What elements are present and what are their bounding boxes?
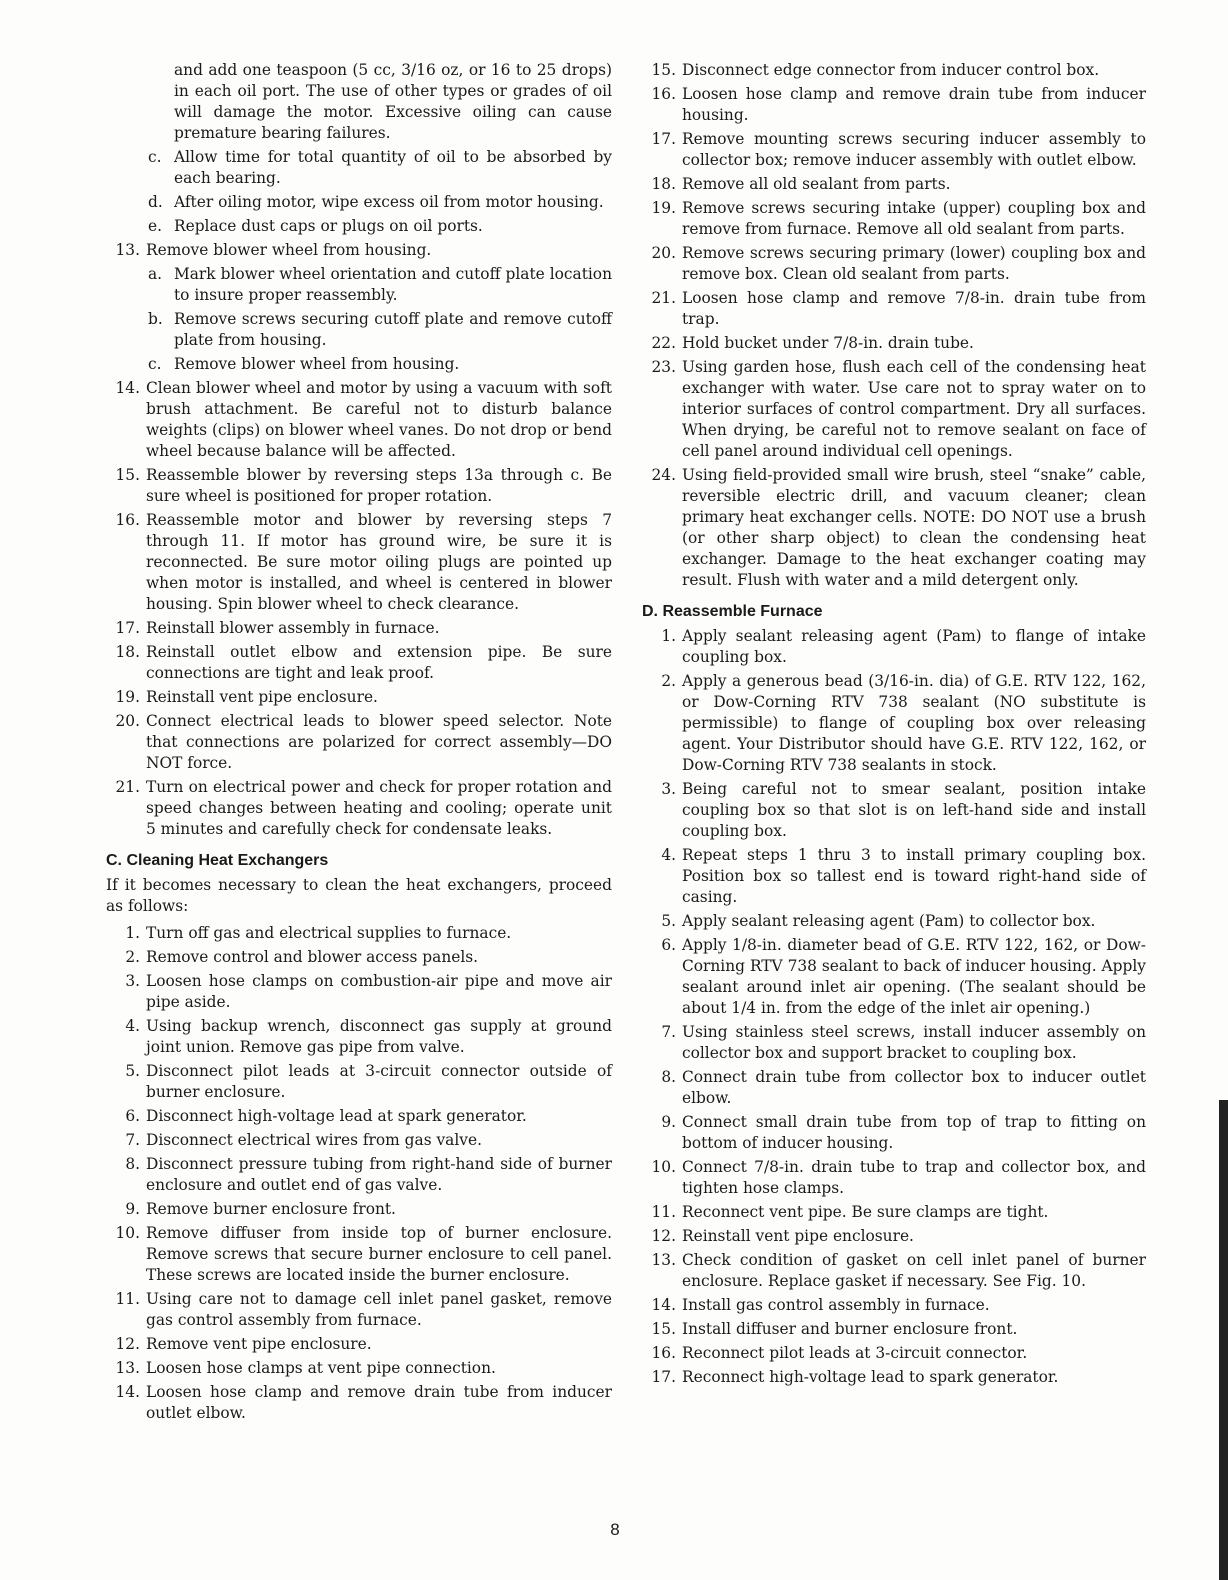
step-text: Remove vent pipe enclosure. bbox=[146, 1335, 372, 1353]
step-text: Reinstall vent pipe enclosure. bbox=[146, 688, 378, 706]
step-number: 1. bbox=[661, 627, 676, 645]
list-item bbox=[642, 1202, 1146, 1223]
step-text: Reinstall blower assembly in furnace. bbox=[146, 619, 440, 637]
step-number: e. bbox=[148, 217, 163, 235]
step-number: 18. bbox=[115, 643, 140, 661]
step-number: 6. bbox=[661, 936, 676, 954]
step-text: Using field-provided small wire brush, steel “snake” cable, reversible electric drill, and vacuum cleaner; clean primary heat exchanger cells. NOTE: DO NOT use a brush (or other sharp object) to clean the condensing heat exchanger. Damage to the heat exchanger coating may result. Flush with water and a mild detergent only. bbox=[682, 466, 1146, 589]
step-text: Remove control and blower access panels. bbox=[146, 948, 479, 966]
list-item bbox=[642, 1367, 1146, 1388]
list-item bbox=[106, 618, 612, 639]
section-c-intro: If it becomes necessary to clean the heat exchangers, proceed as follows: bbox=[106, 876, 612, 915]
step-number: 3. bbox=[661, 780, 676, 798]
left-list-a bbox=[106, 147, 612, 840]
list-item bbox=[106, 1334, 612, 1355]
list-item bbox=[106, 1199, 612, 1220]
step-text: Reassemble blower by reversing steps 13a through c. Be sure wheel is positioned for proper rotation. bbox=[146, 466, 612, 505]
sub-step bbox=[106, 354, 612, 375]
list-item bbox=[642, 1343, 1146, 1364]
step-text: Remove burner enclosure front. bbox=[146, 1200, 396, 1218]
step-text: Reconnect pilot leads at 3-circuit connector. bbox=[682, 1344, 1028, 1362]
step-number: 16. bbox=[651, 1344, 676, 1362]
list-item bbox=[642, 1022, 1146, 1064]
step-text: Clean blower wheel and motor by using a vacuum with soft brush attachment. Be careful not to disturb balance weights (clips) on blower wheel vanes. Do not drop or bend wheel because balance will be affected. bbox=[146, 379, 612, 460]
sub-step bbox=[106, 264, 612, 306]
list-item bbox=[106, 1223, 612, 1286]
step-number: 12. bbox=[651, 1227, 676, 1245]
list-item bbox=[642, 1067, 1146, 1109]
list-item bbox=[106, 711, 612, 774]
step-number: 7. bbox=[125, 1131, 140, 1149]
step-number: 2. bbox=[661, 672, 676, 690]
step-number: 16. bbox=[115, 511, 140, 529]
step-number: 19. bbox=[115, 688, 140, 706]
list-item bbox=[106, 1382, 612, 1424]
step-number: 4. bbox=[125, 1017, 140, 1035]
section-d-heading: D. Reassemble Furnace bbox=[642, 603, 823, 620]
step-number: 19. bbox=[651, 199, 676, 217]
step-number: 8. bbox=[661, 1068, 676, 1086]
step-text: Remove diffuser from inside top of burner enclosure. Remove screws that secure burner enclosure to cell panel. These screws are located inside the burner enclosure. bbox=[146, 1224, 612, 1284]
step-text: Apply a generous bead (3/16-in. dia) of G.E. RTV 122, 162, or Dow-Corning RTV 738 sealant (NO substitute is permissible) to flange of coupling box over releasing agent. Your Distributor should have G.E. RTV 122, 162, or Dow-Corning RTV 738 sealants in stock. bbox=[682, 672, 1146, 774]
step-number: c. bbox=[148, 148, 162, 166]
step-text: Using garden hose, flush each cell of the condensing heat exchanger with water. Use care not to spray water on to interior surfaces of control compartment. Dry all surfaces. When drying, be careful not to remove sealant on face of cell panel around individual cell openings. bbox=[682, 358, 1146, 460]
list-item bbox=[642, 779, 1146, 842]
sub-step bbox=[106, 192, 612, 213]
step-text: Replace dust caps or plugs on oil ports. bbox=[174, 217, 483, 235]
step-text: Install diffuser and burner enclosure front. bbox=[682, 1320, 1018, 1338]
list-item bbox=[642, 626, 1146, 668]
step-number: 3. bbox=[125, 972, 140, 990]
step-number: 17. bbox=[115, 619, 140, 637]
step-text: Disconnect pressure tubing from right-hand side of burner enclosure and outlet end of gas valve. bbox=[146, 1155, 612, 1194]
list-item bbox=[642, 84, 1146, 126]
step-text: Repeat steps 1 thru 3 to install primary coupling box. Position box so tallest end is toward right-hand side of casing. bbox=[682, 846, 1146, 906]
step-number: 21. bbox=[651, 289, 676, 307]
step-text: Disconnect pilot leads at 3-circuit connector outside of burner enclosure. bbox=[146, 1062, 612, 1101]
list-item bbox=[642, 174, 1146, 195]
step-number: 12. bbox=[115, 1335, 140, 1353]
step-text: Connect electrical leads to blower speed selector. Note that connections are polarized for correct assembly—DO NOT force. bbox=[146, 712, 612, 772]
sub-step bbox=[106, 147, 612, 189]
step-number: 7. bbox=[661, 1023, 676, 1041]
step-text: After oiling motor, wipe excess oil from motor housing. bbox=[174, 193, 604, 211]
step-text: Remove all old sealant from parts. bbox=[682, 175, 951, 193]
list-item bbox=[106, 1289, 612, 1331]
step-text: Remove blower wheel from housing. bbox=[146, 241, 432, 259]
list-item bbox=[106, 1154, 612, 1196]
list-item bbox=[642, 671, 1146, 776]
step-number: 14. bbox=[115, 379, 140, 397]
section-d-list bbox=[642, 626, 1146, 1388]
step-text: Remove screws securing intake (upper) coupling box and remove from furnace. Remove all old sealant from parts. bbox=[682, 199, 1146, 238]
sub-step bbox=[106, 216, 612, 237]
step-number: 5. bbox=[661, 912, 676, 930]
step-text: Remove screws securing primary (lower) coupling box and remove box. Clean old sealant from parts. bbox=[682, 244, 1146, 283]
list-item bbox=[642, 1226, 1146, 1247]
step-text: Being careful not to smear sealant, position intake coupling box so that slot is on left-hand side and install coupling box. bbox=[682, 780, 1146, 840]
list-item bbox=[642, 333, 1146, 354]
step-text: Check condition of gasket on cell inlet panel of burner enclosure. Replace gasket if necessary. See Fig. 10. bbox=[682, 1251, 1146, 1290]
list-item bbox=[106, 378, 612, 462]
list-item bbox=[106, 923, 612, 944]
step-text: Using care not to damage cell inlet panel gasket, remove gas control assembly from furnace. bbox=[146, 1290, 612, 1329]
step-text: Loosen hose clamp and remove drain tube from inducer outlet elbow. bbox=[146, 1383, 612, 1422]
step-number: b. bbox=[148, 310, 163, 328]
list-item bbox=[642, 60, 1146, 81]
step-text: Apply 1/8-in. diameter bead of G.E. RTV 122, 162, or Dow-Corning RTV 738 sealant to back of inducer housing. Apply sealant around inlet air opening. (The sealant should be about 1/4 in. from the edge of the inlet air opening.) bbox=[682, 936, 1146, 1017]
step-number: 13. bbox=[115, 241, 140, 259]
sub-step bbox=[106, 309, 612, 351]
section-c-heading: C. Cleaning Heat Exchangers bbox=[106, 852, 329, 869]
list-item bbox=[106, 971, 612, 1013]
step-text: Remove screws securing cutoff plate and remove cutoff plate from housing. bbox=[174, 310, 612, 349]
step-text: Turn off gas and electrical supplies to furnace. bbox=[146, 924, 512, 942]
step-text: Remove mounting screws securing inducer assembly to collector box; remove inducer assembly with outlet elbow. bbox=[682, 130, 1146, 169]
step-number: 15. bbox=[115, 466, 140, 484]
step-number: 17. bbox=[651, 1368, 676, 1386]
list-item bbox=[642, 845, 1146, 908]
step-number: 18. bbox=[651, 175, 676, 193]
left-column bbox=[106, 60, 612, 1427]
step-number: 5. bbox=[125, 1062, 140, 1080]
list-item bbox=[642, 1295, 1146, 1316]
step-text: Remove blower wheel from housing. bbox=[174, 355, 460, 373]
step-number: 1. bbox=[125, 924, 140, 942]
step-number: 2. bbox=[125, 948, 140, 966]
step-text: Reconnect high-voltage lead to spark generator. bbox=[682, 1368, 1059, 1386]
step-number: 20. bbox=[651, 244, 676, 262]
list-item bbox=[642, 911, 1146, 932]
step-text: Apply sealant releasing agent (Pam) to flange of intake coupling box. bbox=[682, 627, 1146, 666]
step-number: 14. bbox=[651, 1296, 676, 1314]
step-text: Connect drain tube from collector box to inducer outlet elbow. bbox=[682, 1068, 1146, 1107]
scan-edge-shadow bbox=[1219, 1100, 1228, 1580]
step-text: Turn on electrical power and check for proper rotation and speed changes between heating and cooling; operate unit 5 minutes and carefully check for condensate leaks. bbox=[146, 778, 612, 838]
step-number: 20. bbox=[115, 712, 140, 730]
step-number: 16. bbox=[651, 85, 676, 103]
step-number: 21. bbox=[115, 778, 140, 796]
list-item bbox=[642, 465, 1146, 591]
intro-continuation: and add one teaspoon (5 cc, 3/16 oz, or 16 to 25 drops) in each oil port. The use of other types or grades of oil will damage the motor. Excessive oiling can cause premature bearing failures. bbox=[174, 61, 612, 142]
list-item bbox=[106, 777, 612, 840]
step-text: Reconnect vent pipe. Be sure clamps are tight. bbox=[682, 1203, 1049, 1221]
step-number: c. bbox=[148, 355, 162, 373]
list-item bbox=[642, 935, 1146, 1019]
step-text: Disconnect electrical wires from gas valve. bbox=[146, 1131, 482, 1149]
list-item bbox=[106, 240, 612, 261]
list-item bbox=[106, 1358, 612, 1379]
step-number: 8. bbox=[125, 1155, 140, 1173]
step-number: 9. bbox=[661, 1113, 676, 1131]
step-number: d. bbox=[148, 193, 163, 211]
list-item bbox=[106, 465, 612, 507]
step-text: Loosen hose clamps at vent pipe connection. bbox=[146, 1359, 496, 1377]
list-item bbox=[642, 1319, 1146, 1340]
list-item bbox=[642, 243, 1146, 285]
list-item bbox=[106, 687, 612, 708]
right-column bbox=[642, 60, 1146, 1391]
step-number: 15. bbox=[651, 61, 676, 79]
list-item bbox=[642, 129, 1146, 171]
step-text: Using stainless steel screws, install inducer assembly on collector box and support bracket to coupling box. bbox=[682, 1023, 1146, 1062]
section-c-list-continued bbox=[642, 60, 1146, 591]
step-number: 10. bbox=[115, 1224, 140, 1242]
step-text: Reinstall outlet elbow and extension pipe. Be sure connections are tight and leak proof. bbox=[146, 643, 612, 682]
step-number: a. bbox=[148, 265, 163, 283]
step-text: Install gas control assembly in furnace. bbox=[682, 1296, 990, 1314]
step-number: 17. bbox=[651, 130, 676, 148]
list-item bbox=[106, 1016, 612, 1058]
step-number: 13. bbox=[651, 1251, 676, 1269]
list-item bbox=[642, 1112, 1146, 1154]
step-text: Allow time for total quantity of oil to be absorbed by each bearing. bbox=[174, 148, 612, 187]
step-number: 24. bbox=[651, 466, 676, 484]
step-number: 23. bbox=[651, 358, 676, 376]
step-text: Connect small drain tube from top of trap to fitting on bottom of inducer housing. bbox=[682, 1113, 1146, 1152]
page-number: 8 bbox=[610, 1520, 620, 1539]
step-number: 22. bbox=[651, 334, 676, 352]
step-number: 11. bbox=[115, 1290, 140, 1308]
list-item bbox=[106, 1130, 612, 1151]
step-text: Loosen hose clamps on combustion-air pipe and move air pipe aside. bbox=[146, 972, 612, 1011]
step-text: Apply sealant releasing agent (Pam) to collector box. bbox=[682, 912, 1096, 930]
step-number: 14. bbox=[115, 1383, 140, 1401]
list-item bbox=[642, 198, 1146, 240]
step-number: 15. bbox=[651, 1320, 676, 1338]
step-text: Disconnect high-voltage lead at spark generator. bbox=[146, 1107, 527, 1125]
step-text: Connect 7/8-in. drain tube to trap and collector box, and tighten hose clamps. bbox=[682, 1158, 1146, 1197]
step-text: Mark blower wheel orientation and cutoff plate location to insure proper reassembly. bbox=[174, 265, 612, 304]
step-number: 11. bbox=[651, 1203, 676, 1221]
step-number: 13. bbox=[115, 1359, 140, 1377]
list-item bbox=[642, 1157, 1146, 1199]
step-text: Loosen hose clamp and remove 7/8-in. drain tube from trap. bbox=[682, 289, 1146, 328]
step-text: Reinstall vent pipe enclosure. bbox=[682, 1227, 914, 1245]
list-item bbox=[642, 288, 1146, 330]
step-text: Reassemble motor and blower by reversing steps 7 through 11. If motor has ground wire, be sure it is reconnected. Be sure motor oiling plugs are pointed up when motor is installed, and wheel is centered in blower housing. Spin blower wheel to check clearance. bbox=[146, 511, 612, 613]
step-text: Hold bucket under 7/8-in. drain tube. bbox=[682, 334, 974, 352]
list-item bbox=[106, 642, 612, 684]
list-item bbox=[106, 1061, 612, 1103]
section-c-list bbox=[106, 923, 612, 1424]
step-number: 9. bbox=[125, 1200, 140, 1218]
list-item bbox=[642, 357, 1146, 462]
step-text: Loosen hose clamp and remove drain tube from inducer housing. bbox=[682, 85, 1146, 124]
list-item bbox=[106, 947, 612, 968]
step-number: 4. bbox=[661, 846, 676, 864]
step-number: 6. bbox=[125, 1107, 140, 1125]
list-item bbox=[106, 1106, 612, 1127]
step-number: 10. bbox=[651, 1158, 676, 1176]
list-item bbox=[106, 510, 612, 615]
step-text: Disconnect edge connector from inducer control box. bbox=[682, 61, 1100, 79]
step-text: Using backup wrench, disconnect gas supply at ground joint union. Remove gas pipe from valve. bbox=[146, 1017, 612, 1056]
list-item bbox=[642, 1250, 1146, 1292]
